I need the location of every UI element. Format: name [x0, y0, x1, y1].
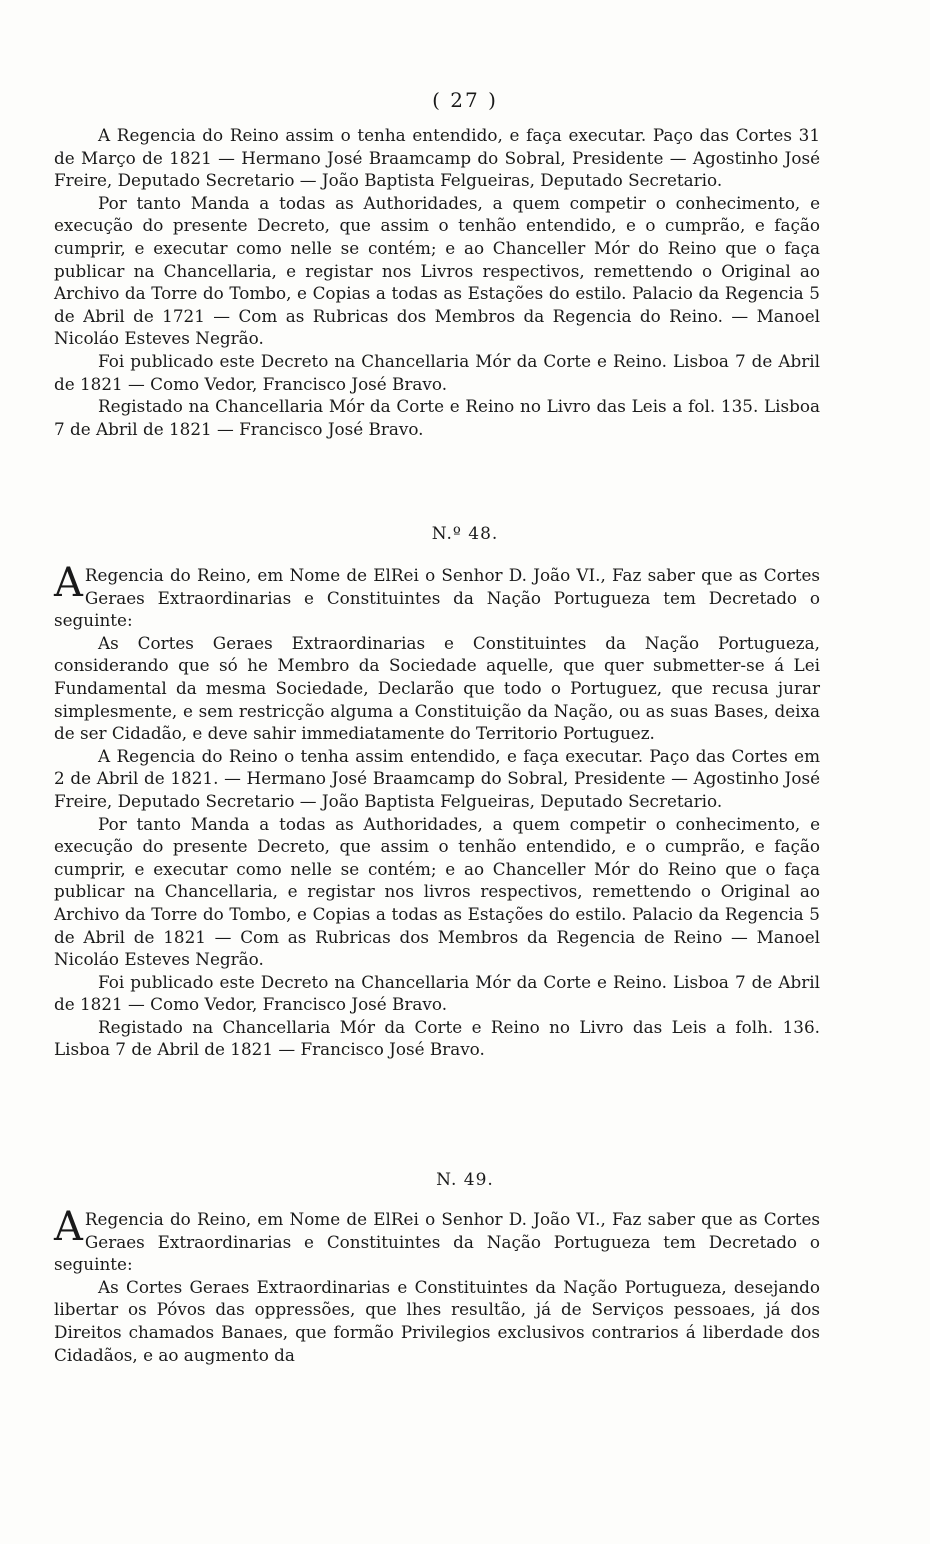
page-number: ( 27 ): [432, 88, 498, 112]
paragraph: As Cortes Geraes Extraordinarias e Constituintes da Nação Portugueza, desejando libertar os Póvos das oppressões, que lhes resultão, já de Serviços pessoaes, já dos Direitos chamados Banaes, que formão Privilegios exclusivos contrarios á liberdade dos Cidadãos, e ao augmento da: [54, 1276, 820, 1365]
paragraph: Por tanto Manda a todas as Authoridades, a quem competir o conhecimento, e execução do presente Decreto, que assim o tenhão entendido, e o cumprão, e fação cumprir, e executar como nelle se contém; e ao Chanceller Mór do Reino que o faça publicar na Chancellaria, e registar nos livros respectivos, remettendo o Original ao Archivo da Torre do Tombo, e Copias a todas as Estações do estilo. Palacio da Regencia 5 de Abril de 1821 — Com as Rubricas dos Membros da Regencia de Reino — Manoel Nicoláo Esteves Negrão.: [54, 813, 820, 970]
paragraph: Por tanto Manda a todas as Authoridades, a quem competir o conhecimento, e execução do presente Decreto, que assim o tenhão entendido, e o cumprão, e fação cumprir, e executar como nelle se contém; e ao Chanceller Mór do Reino que o faça publicar na Chancellaria, e registar nos Livros respectivos, remettendo o Original ao Archivo da Torre do Tombo, e Copias a todas as Estações do estilo. Palacio da Regencia 5 de Abril de 1721 — Com as Rubricas dos Membros da Regencia do Reino. — Manoel Nicoláo Esteves Negrão.: [54, 192, 820, 349]
paragraph: A Regencia do Reino assim o tenha entendido, e faça executar. Paço das Cortes 31 de Março de 1821 — Hermano José Braamcamp do Sobral, Presidente — Agostinho José Freire, Deputado Secretario — João Baptista Felgueiras, Deputado Secretario.: [54, 125, 820, 191]
section-49: [54, 1204, 820, 1366]
top-section: [54, 124, 820, 440]
opening-paragraph: [54, 1204, 820, 1276]
paragraph: A Regencia do Reino o tenha assim entendido, e faça executar. Paço das Cortes em 2 de Abril de 1821. — Hermano José Braamcamp do Sobral, Presidente — Agostinho José Freire, Deputado Secretario — João Baptista Felgueiras, Deputado Secretario.: [54, 745, 820, 811]
drop-cap: A: [54, 1204, 83, 1250]
drop-cap: A: [54, 560, 83, 606]
section-heading-48: N.º 48.: [431, 524, 499, 544]
section-48: [54, 560, 820, 1061]
paragraph: As Cortes Geraes Extraordinarias e Constituintes da Nação Portugueza, considerando que só he Membro da Sociedade aquelle, que quer submetter-se á Lei Fundamental da mesma Sociedade, Declarão que todo o Portuguez, que recusa jurar simplesmente, e sem restricção alguma a Constituição da Nação, ou as suas Bases, deixa de ser Cidadão, e deve sahir immediatamente do Territorio Portuguez.: [54, 632, 820, 744]
paragraph: Registado na Chancellaria Mór da Corte e Reino no Livro das Leis a fol. 135. Lisboa 7 de Abril de 1821 — Francisco José Bravo.: [54, 396, 820, 439]
opening-paragraph: [54, 560, 820, 632]
opening-text: Regencia do Reino, em Nome de ElRei o Senhor D. João VI., Faz saber que as Cortes Geraes Extraordinarias e Constituintes da Nação Portugueza tem Decretado o seguinte:: [54, 1209, 820, 1275]
section-heading-49: N. 49.: [436, 1170, 494, 1190]
paragraph: Foi publicado este Decreto na Chancellaria Mór da Corte e Reino. Lisboa 7 de Abril de 1821 — Como Vedor, Francisco José Bravo.: [54, 350, 820, 394]
paragraph: Foi publicado este Decreto na Chancellaria Mór da Corte e Reino. Lisboa 7 de Abril de 1821 — Como Vedor, Francisco José Bravo.: [54, 971, 820, 1015]
opening-text: Regencia do Reino, em Nome de ElRei o Senhor D. João VI., Faz saber que as Cortes Geraes Extraordinarias e Constituintes da Nação Portugueza tem Decretado o seguinte:: [54, 565, 820, 631]
paragraph: Registado na Chancellaria Mór da Corte e Reino no Livro das Leis a folh. 136. Lisboa 7 de Abril de 1821 — Francisco José Bravo.: [54, 1016, 820, 1060]
